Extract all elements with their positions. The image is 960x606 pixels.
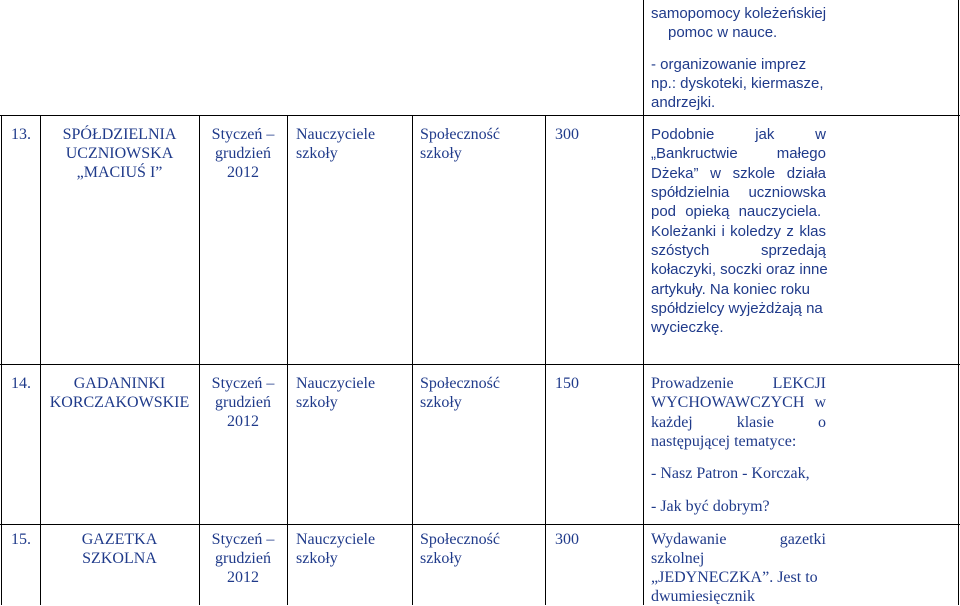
desc-line: „JEDYNECZKA”. Jest to bbox=[651, 569, 818, 586]
row-divider-14 bbox=[0, 364, 960, 365]
activity-name bbox=[40, 125, 199, 182]
date-line: grudzień bbox=[215, 145, 271, 162]
row-divider-13 bbox=[0, 115, 960, 116]
desc-line: wycieczkę. bbox=[651, 319, 724, 336]
activity-name bbox=[40, 530, 199, 568]
desc-line: spółdzielnia uczniowska bbox=[651, 184, 826, 201]
table-border-left bbox=[1, 115, 2, 605]
table-border-col4 bbox=[412, 115, 413, 605]
desc-line: szkolnej bbox=[651, 550, 705, 567]
desc-line: Koleżanki i koledzy z klas bbox=[651, 223, 826, 240]
participant-count: 150 bbox=[555, 375, 579, 392]
cont-line: np.: dyskoteki, kiermasze, bbox=[651, 75, 824, 92]
who-line: szkoły bbox=[420, 550, 462, 567]
desc-line: dwumiesięcznik bbox=[651, 588, 755, 605]
name-line: SZKOLNA bbox=[82, 550, 157, 567]
responsible bbox=[296, 530, 375, 568]
activity-name bbox=[40, 374, 199, 412]
cont-line: - organizowanie imprez bbox=[651, 56, 807, 73]
cont-line: andrzejki. bbox=[651, 94, 716, 111]
date-range bbox=[199, 530, 287, 587]
row-number: 13. bbox=[11, 126, 31, 143]
date-line: grudzień bbox=[215, 550, 271, 567]
date-line: Styczeń – bbox=[211, 375, 275, 392]
row-divider-15 bbox=[0, 524, 960, 525]
date-line: 2012 bbox=[227, 164, 259, 181]
resp-line: szkoły bbox=[296, 394, 338, 411]
who-line: szkoły bbox=[420, 394, 462, 411]
participants bbox=[420, 374, 500, 412]
name-line: „MACIUŚ I” bbox=[76, 164, 163, 181]
desc-line: Prowadzenie LEKCJI bbox=[651, 375, 826, 392]
responsible bbox=[296, 374, 375, 412]
desc-line: Podobnie jak w bbox=[651, 126, 826, 143]
participant-count: 300 bbox=[555, 126, 579, 143]
row-number: 15. bbox=[11, 531, 31, 548]
resp-line: Nauczyciele bbox=[296, 126, 376, 143]
resp-line: szkoły bbox=[296, 550, 338, 567]
participant-count: 300 bbox=[555, 531, 579, 548]
desc-line: kołaczyki, soczki oraz inne bbox=[651, 261, 828, 278]
date-range bbox=[199, 125, 287, 182]
desc-line: następującej tematyce: bbox=[651, 433, 797, 450]
desc-line: każdej klasie o bbox=[651, 414, 826, 431]
desc-line: pod opieką nauczyciela. bbox=[651, 203, 822, 220]
name-line: UCZNIOWSKA bbox=[65, 145, 174, 162]
desc-line: - Nasz Patron - Korczak, bbox=[651, 465, 810, 482]
date-range bbox=[199, 374, 287, 431]
name-line: KORCZAKOWSKIE bbox=[49, 394, 190, 411]
date-line: Styczeń – bbox=[211, 126, 275, 143]
participants bbox=[420, 125, 500, 163]
who-line: szkoły bbox=[420, 145, 462, 162]
cont-line: pomoc w nauce. bbox=[668, 24, 778, 41]
cont-line: samopomocy koleżeńskiej bbox=[651, 5, 827, 22]
desc-line: WYCHOWAWCZYCH w bbox=[651, 394, 826, 411]
responsible bbox=[296, 125, 375, 163]
resp-line: Nauczyciele bbox=[296, 531, 376, 548]
desc-line: „Bankructwie małego bbox=[651, 145, 826, 162]
desc-line: spółdzielcy wyjeżdżają na bbox=[651, 300, 823, 317]
resp-line: Nauczyciele bbox=[296, 375, 376, 392]
table-border-col6 bbox=[643, 0, 644, 605]
desc-line: szóstych sprzedają bbox=[651, 242, 826, 259]
date-line: 2012 bbox=[227, 413, 259, 430]
name-line: GAZETKA bbox=[81, 531, 158, 548]
desc-line: Wydawanie gazetki bbox=[651, 531, 826, 548]
table-border-col3 bbox=[287, 115, 288, 605]
name-line: GADANINKI bbox=[73, 375, 166, 392]
who-line: Społeczność bbox=[420, 531, 500, 548]
who-line: Społeczność bbox=[420, 126, 500, 143]
desc-line: Dżeka” w szkole działa bbox=[651, 165, 826, 182]
name-line: SPÓŁDZIELNIA bbox=[62, 126, 177, 143]
row-number: 14. bbox=[11, 375, 31, 392]
table-border-col5 bbox=[545, 115, 546, 605]
date-line: Styczeń – bbox=[211, 531, 275, 548]
who-line: Społeczność bbox=[420, 375, 500, 392]
resp-line: szkoły bbox=[296, 145, 338, 162]
desc-line: - Jak być dobrym? bbox=[651, 498, 770, 515]
table-border-right bbox=[958, 0, 959, 605]
desc-line: artykuły. Na koniec roku bbox=[651, 281, 810, 298]
participants bbox=[420, 530, 500, 568]
date-line: 2012 bbox=[227, 569, 259, 586]
date-line: grudzień bbox=[215, 394, 271, 411]
